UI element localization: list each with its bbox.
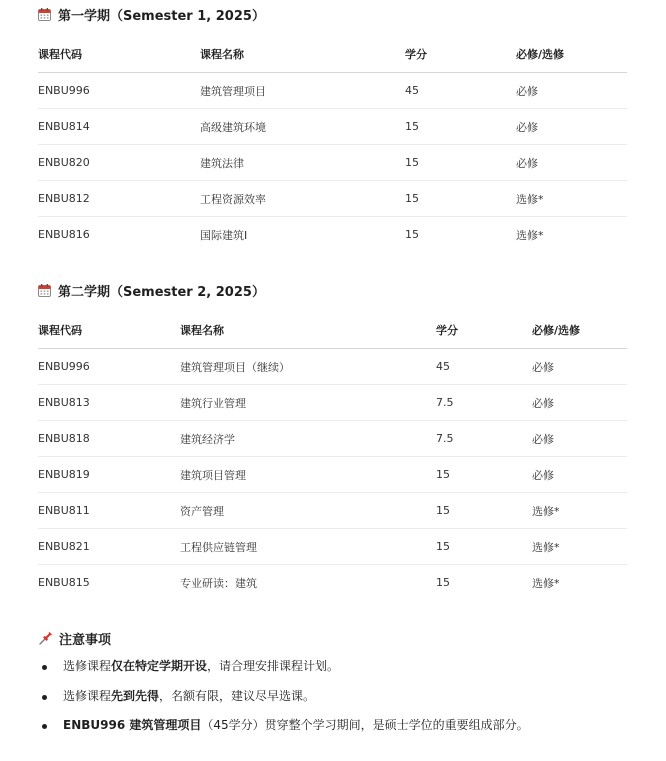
course-credits: 15	[436, 457, 532, 493]
course-type: 必修	[516, 109, 627, 145]
course-type: 选修*	[532, 576, 560, 590]
course-type: 必修	[532, 457, 627, 493]
course-code: ENBU813	[38, 385, 180, 421]
table-header-row	[38, 36, 627, 73]
semester1-heading	[38, 4, 265, 24]
table-row	[38, 217, 627, 253]
course-code: ENBU819	[38, 457, 180, 493]
table-row	[38, 529, 627, 565]
table-row	[38, 181, 627, 217]
list-item	[38, 682, 529, 712]
table-row	[38, 385, 627, 421]
course-code: ENBU818	[38, 421, 180, 457]
course-credits: 45	[436, 349, 532, 385]
course-type: 必修	[532, 385, 627, 421]
course-type: 必修	[532, 349, 627, 385]
table-row	[38, 493, 627, 529]
notes-title: 注意事项	[59, 632, 112, 648]
note-text: ，名额有限，建议尽早选课。	[159, 688, 316, 703]
list-item	[38, 711, 529, 741]
course-type: 必修	[516, 145, 627, 181]
note-text: 选修课程	[63, 688, 112, 703]
pushpin-icon	[38, 631, 53, 646]
course-credits: 15	[436, 493, 532, 529]
header-credits: 学分	[436, 312, 532, 349]
note-text: 选修课程	[63, 659, 112, 673]
course-name: 建筑法律	[200, 145, 405, 181]
list-item	[38, 652, 529, 682]
semester2-heading	[38, 280, 265, 300]
course-name: 专业研读：建筑	[180, 576, 257, 590]
course-name: 建筑项目管理	[180, 457, 436, 493]
course-name: 资产管理	[180, 493, 436, 529]
table-row	[38, 421, 627, 457]
semester2-title: 第二学期（Semester 2, 2025）	[58, 284, 265, 300]
notes-list	[38, 652, 529, 741]
note-emphasis: 仅在特定学期开设	[111, 659, 208, 673]
course-credits: 15	[436, 576, 450, 589]
course-credits: 15	[436, 529, 532, 565]
course-credits: 7.5	[436, 385, 532, 421]
course-name: 建筑管理项目	[200, 73, 405, 109]
course-credits: 15	[405, 109, 516, 145]
calendar-icon	[38, 8, 51, 21]
note-text: ，请合理安排课程计划。	[207, 659, 340, 673]
course-code: ENBU814	[38, 109, 200, 145]
table-row	[38, 349, 627, 385]
course-type: 必修	[532, 421, 627, 457]
semester1-table	[38, 36, 627, 252]
course-credits: 7.5	[436, 421, 532, 457]
table-row	[38, 565, 627, 601]
semester2-table	[38, 312, 627, 600]
course-name: 高级建筑环境	[200, 109, 405, 145]
course-code: ENBU815	[38, 576, 90, 589]
course-name: 工程供应链管理	[180, 529, 436, 565]
table-row	[38, 109, 627, 145]
header-code: 课程代码	[38, 36, 200, 73]
course-type: 选修*	[516, 181, 627, 217]
header-name: 课程名称	[180, 312, 436, 349]
course-credits: 15	[405, 145, 516, 181]
table-row	[38, 73, 627, 109]
course-type: 必修	[516, 73, 627, 109]
note-emphasis: ENBU996 建筑管理项目	[63, 718, 202, 732]
course-name: 国际建筑I	[200, 228, 248, 242]
semester1-title: 第一学期（Semester 1, 2025）	[58, 8, 265, 24]
note-emphasis: 先到先得	[111, 688, 160, 703]
course-type: 选修*	[532, 493, 627, 529]
header-type: 必修/选修	[516, 36, 627, 73]
course-credits: 15	[405, 228, 419, 241]
course-name: 工程资源效率	[200, 181, 405, 217]
course-credits: 45	[405, 73, 516, 109]
table-row	[38, 457, 627, 493]
course-code: ENBU996	[38, 349, 180, 385]
course-code: ENBU996	[38, 73, 200, 109]
course-type: 选修*	[532, 529, 627, 565]
header-name: 课程名称	[200, 36, 405, 73]
course-code: ENBU811	[38, 493, 180, 529]
header-type: 必修/选修	[532, 312, 627, 349]
course-code: ENBU821	[38, 529, 180, 565]
table-row	[38, 145, 627, 181]
course-name: 建筑经济学	[180, 421, 436, 457]
course-type: 选修*	[516, 228, 544, 242]
course-code: ENBU820	[38, 145, 200, 181]
course-code: ENBU812	[38, 181, 200, 217]
course-name: 建筑管理项目（继续）	[180, 349, 436, 385]
header-code: 课程代码	[38, 312, 180, 349]
notes-heading	[38, 628, 111, 648]
note-text: （45学分）贯穿整个学习期间，是硕士学位的重要组成部分。	[201, 718, 529, 732]
course-code: ENBU816	[38, 228, 90, 241]
course-credits: 15	[405, 181, 516, 217]
calendar-icon	[38, 284, 51, 297]
course-name: 建筑行业管理	[180, 385, 436, 421]
table-header-row	[38, 312, 627, 349]
header-credits: 学分	[405, 36, 516, 73]
